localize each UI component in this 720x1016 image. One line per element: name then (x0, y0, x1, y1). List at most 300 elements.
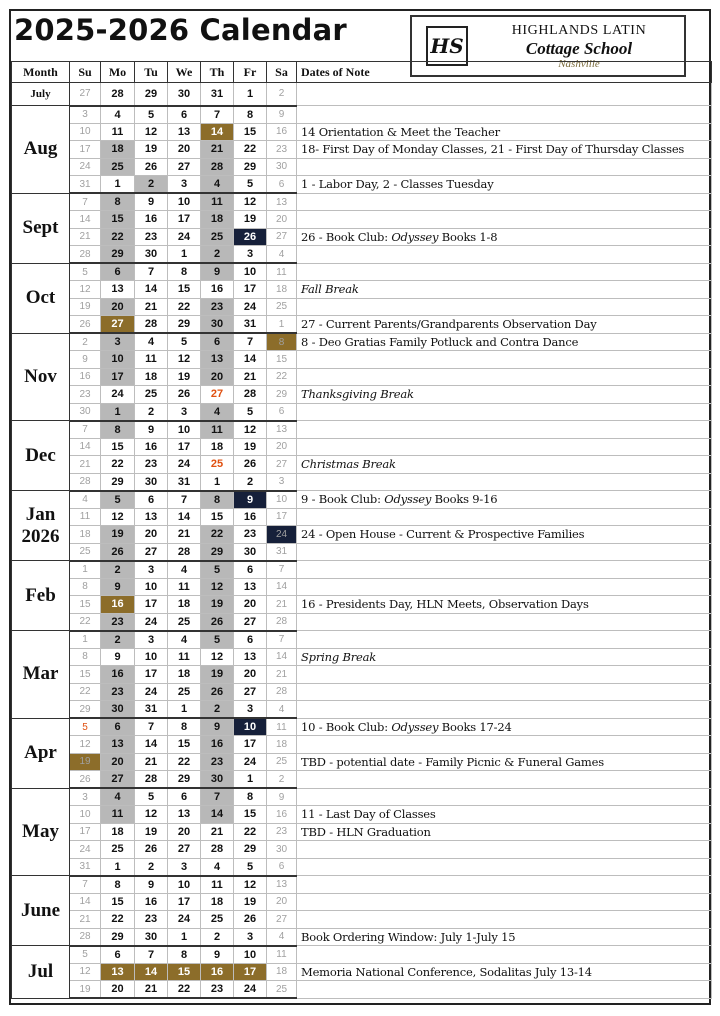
day-tu: 14 (135, 736, 168, 754)
day-th: 25 (201, 456, 234, 474)
header-su: Su (70, 62, 101, 83)
day-su: 5 (70, 263, 101, 281)
day-sa: 4 (267, 701, 297, 719)
day-th: 30 (201, 771, 234, 789)
day-tu: 10 (135, 578, 168, 596)
day-mo: 4 (101, 788, 135, 806)
day-sa: 29 (267, 386, 297, 404)
day-mo: 18 (101, 823, 135, 841)
day-mo: 20 (101, 298, 135, 316)
day-mo: 13 (101, 736, 135, 754)
day-sa: 20 (267, 211, 297, 229)
header-fr: Fr (234, 62, 267, 83)
day-tu: 3 (135, 561, 168, 579)
day-su: 9 (70, 351, 101, 369)
day-we: 7 (168, 491, 201, 509)
calendar-body (12, 83, 712, 999)
date-note: 18- First Day of Monday Classes, 21 - First Day of Thursday Classes (297, 141, 712, 159)
day-sa: 21 (267, 666, 297, 684)
day-we: 8 (168, 263, 201, 281)
day-tu: 16 (135, 438, 168, 456)
day-th: 28 (201, 841, 234, 859)
day-su: 1 (70, 631, 101, 649)
day-th: 2 (201, 701, 234, 719)
date-note (297, 403, 712, 421)
day-tu: 11 (135, 351, 168, 369)
day-su: 7 (70, 876, 101, 894)
day-th: 21 (201, 141, 234, 159)
day-sa: 6 (267, 403, 297, 421)
week-row (12, 981, 712, 999)
day-tu: 2 (135, 858, 168, 876)
day-fr: 15 (234, 806, 267, 824)
day-th: 5 (201, 631, 234, 649)
day-tu: 7 (135, 718, 168, 736)
day-th: 27 (201, 386, 234, 404)
day-we: 1 (168, 928, 201, 946)
day-th: 11 (201, 876, 234, 894)
week-row (12, 246, 712, 264)
date-note (297, 438, 712, 456)
day-we: 25 (168, 683, 201, 701)
day-mo: 15 (101, 438, 135, 456)
date-note: Fall Break (297, 281, 712, 299)
day-fr: 3 (234, 246, 267, 264)
date-note: 10 - Book Club: Odyssey Books 17-24 (297, 718, 712, 736)
day-sa: 27 (267, 911, 297, 929)
day-fr: 15 (234, 123, 267, 141)
day-sa: 6 (267, 858, 297, 876)
day-mo: 28 (101, 83, 135, 106)
day-sa: 16 (267, 806, 297, 824)
day-th: 14 (201, 123, 234, 141)
day-mo: 3 (101, 333, 135, 351)
day-tu: 30 (135, 473, 168, 491)
day-fr: 16 (234, 508, 267, 526)
week-row (12, 543, 712, 561)
date-note (297, 561, 712, 579)
header-we: We (168, 62, 201, 83)
day-su: 21 (70, 456, 101, 474)
day-mo: 2 (101, 561, 135, 579)
day-sa: 24 (267, 526, 297, 544)
day-sa: 2 (267, 83, 297, 106)
day-su: 12 (70, 736, 101, 754)
day-su: 31 (70, 176, 101, 194)
day-th: 14 (201, 806, 234, 824)
day-we: 22 (168, 753, 201, 771)
day-su: 1 (70, 561, 101, 579)
date-note (297, 543, 712, 561)
day-fr: 24 (234, 298, 267, 316)
day-we: 10 (168, 421, 201, 439)
day-mo: 29 (101, 473, 135, 491)
day-sa: 30 (267, 841, 297, 859)
day-sa: 17 (267, 508, 297, 526)
day-we: 17 (168, 438, 201, 456)
week-row (12, 83, 712, 106)
day-sa: 9 (267, 788, 297, 806)
day-we: 31 (168, 473, 201, 491)
day-tu: 21 (135, 298, 168, 316)
day-su: 7 (70, 421, 101, 439)
day-su: 14 (70, 211, 101, 229)
day-tu: 14 (135, 281, 168, 299)
day-fr: 7 (234, 333, 267, 351)
day-sa: 18 (267, 736, 297, 754)
day-tu: 3 (135, 631, 168, 649)
day-fr: 27 (234, 613, 267, 631)
day-su: 19 (70, 981, 101, 999)
day-sa: 15 (267, 351, 297, 369)
day-su: 17 (70, 141, 101, 159)
week-row (12, 508, 712, 526)
month-label: Dec (12, 421, 70, 491)
day-fr: 29 (234, 158, 267, 176)
day-th: 18 (201, 438, 234, 456)
week-row (12, 876, 712, 894)
week-row (12, 228, 712, 246)
day-fr: 12 (234, 421, 267, 439)
day-mo: 27 (101, 316, 135, 334)
week-row (12, 893, 712, 911)
day-fr: 10 (234, 946, 267, 964)
day-we: 15 (168, 963, 201, 981)
week-row (12, 666, 712, 684)
day-we: 8 (168, 718, 201, 736)
day-tu: 24 (135, 683, 168, 701)
day-th: 9 (201, 718, 234, 736)
month-label: Feb (12, 561, 70, 631)
day-su: 14 (70, 893, 101, 911)
date-note: Thanksgiving Break (297, 386, 712, 404)
day-th: 22 (201, 526, 234, 544)
month-label: Apr (12, 718, 70, 788)
day-sa: 16 (267, 123, 297, 141)
day-tu: 31 (135, 701, 168, 719)
day-su: 16 (70, 368, 101, 386)
day-th: 18 (201, 893, 234, 911)
day-mo: 9 (101, 648, 135, 666)
day-mo: 1 (101, 858, 135, 876)
day-th: 4 (201, 858, 234, 876)
day-mo: 2 (101, 631, 135, 649)
date-note: 11 - Last Day of Classes (297, 806, 712, 824)
header-month: Month (12, 62, 70, 83)
day-su: 30 (70, 403, 101, 421)
day-tu: 21 (135, 981, 168, 999)
day-fr: 1 (234, 83, 267, 106)
day-su: 12 (70, 963, 101, 981)
day-sa: 31 (267, 543, 297, 561)
day-we: 18 (168, 596, 201, 614)
day-su: 3 (70, 788, 101, 806)
day-fr: 17 (234, 281, 267, 299)
day-fr: 19 (234, 438, 267, 456)
week-row (12, 753, 712, 771)
day-mo: 6 (101, 946, 135, 964)
date-note: 27 - Current Parents/Grandparents Observation Day (297, 316, 712, 334)
week-row (12, 158, 712, 176)
day-we: 29 (168, 316, 201, 334)
day-sa: 21 (267, 596, 297, 614)
day-mo: 10 (101, 351, 135, 369)
day-mo: 18 (101, 141, 135, 159)
day-th: 23 (201, 981, 234, 999)
day-mo: 11 (101, 123, 135, 141)
day-sa: 8 (267, 333, 297, 351)
week-row (12, 333, 712, 351)
day-tu: 16 (135, 893, 168, 911)
day-fr: 1 (234, 771, 267, 789)
day-th: 19 (201, 666, 234, 684)
day-sa: 7 (267, 631, 297, 649)
date-note (297, 876, 712, 894)
day-fr: 8 (234, 788, 267, 806)
month-label: May (12, 788, 70, 876)
book-title: Odyssey (391, 229, 439, 244)
date-note: Christmas Break (297, 456, 712, 474)
date-note: 1 - Labor Day, 2 - Classes Tuesday (297, 176, 712, 194)
week-row (12, 946, 712, 964)
week-row (12, 491, 712, 509)
month-label: June (12, 876, 70, 946)
day-we: 25 (168, 613, 201, 631)
day-mo: 20 (101, 753, 135, 771)
day-we: 15 (168, 736, 201, 754)
day-th: 11 (201, 193, 234, 211)
day-th: 12 (201, 648, 234, 666)
date-note: Memoria National Conference, Sodalitas July 13-14 (297, 963, 712, 981)
day-th: 16 (201, 281, 234, 299)
day-tu: 23 (135, 911, 168, 929)
day-mo: 23 (101, 613, 135, 631)
day-we: 28 (168, 543, 201, 561)
day-we: 18 (168, 666, 201, 684)
day-we: 4 (168, 631, 201, 649)
day-we: 24 (168, 228, 201, 246)
day-th: 16 (201, 963, 234, 981)
day-su: 21 (70, 911, 101, 929)
day-fr: 5 (234, 176, 267, 194)
day-tu: 19 (135, 141, 168, 159)
day-we: 5 (168, 333, 201, 351)
day-th: 7 (201, 106, 234, 124)
week-row (12, 211, 712, 229)
day-fr: 6 (234, 631, 267, 649)
day-tu: 19 (135, 823, 168, 841)
day-mo: 25 (101, 841, 135, 859)
day-tu: 16 (135, 211, 168, 229)
day-su: 5 (70, 946, 101, 964)
day-sa: 14 (267, 648, 297, 666)
day-mo: 22 (101, 228, 135, 246)
day-tu: 6 (135, 491, 168, 509)
day-fr: 14 (234, 351, 267, 369)
week-row (12, 736, 712, 754)
day-su: 7 (70, 193, 101, 211)
day-tu: 7 (135, 946, 168, 964)
day-th: 21 (201, 823, 234, 841)
day-th: 4 (201, 403, 234, 421)
day-tu: 27 (135, 543, 168, 561)
day-su: 18 (70, 526, 101, 544)
day-su: 22 (70, 683, 101, 701)
day-fr: 22 (234, 141, 267, 159)
date-note (297, 666, 712, 684)
day-th: 7 (201, 788, 234, 806)
day-tu: 10 (135, 648, 168, 666)
day-sa: 7 (267, 561, 297, 579)
day-tu: 7 (135, 263, 168, 281)
day-mo: 8 (101, 193, 135, 211)
day-fr: 23 (234, 526, 267, 544)
day-sa: 11 (267, 263, 297, 281)
week-row (12, 368, 712, 386)
day-fr: 24 (234, 981, 267, 999)
day-th: 15 (201, 508, 234, 526)
day-fr: 12 (234, 193, 267, 211)
day-mo: 27 (101, 771, 135, 789)
day-sa: 25 (267, 753, 297, 771)
day-we: 19 (168, 368, 201, 386)
day-we: 3 (168, 176, 201, 194)
day-mo: 19 (101, 526, 135, 544)
day-th: 12 (201, 578, 234, 596)
day-sa: 11 (267, 946, 297, 964)
day-we: 10 (168, 193, 201, 211)
date-note: Spring Break (297, 648, 712, 666)
day-we: 3 (168, 858, 201, 876)
header-tu: Tu (135, 62, 168, 83)
date-note (297, 893, 712, 911)
day-mo: 16 (101, 666, 135, 684)
day-mo: 20 (101, 981, 135, 999)
day-su: 28 (70, 246, 101, 264)
day-th: 16 (201, 736, 234, 754)
day-we: 1 (168, 246, 201, 264)
day-sa: 13 (267, 193, 297, 211)
day-we: 11 (168, 578, 201, 596)
week-row (12, 456, 712, 474)
day-tu: 4 (135, 333, 168, 351)
day-su: 11 (70, 508, 101, 526)
day-fr: 10 (234, 263, 267, 281)
day-tu: 29 (135, 83, 168, 106)
day-tu: 13 (135, 508, 168, 526)
day-su: 26 (70, 316, 101, 334)
day-we: 20 (168, 823, 201, 841)
day-su: 4 (70, 491, 101, 509)
day-sa: 13 (267, 876, 297, 894)
date-note (297, 683, 712, 701)
day-sa: 23 (267, 823, 297, 841)
date-note: 16 - Presidents Day, HLN Meets, Observation Days (297, 596, 712, 614)
day-mo: 17 (101, 368, 135, 386)
day-we: 29 (168, 771, 201, 789)
day-tu: 21 (135, 753, 168, 771)
date-note (297, 368, 712, 386)
day-fr: 30 (234, 543, 267, 561)
week-row (12, 858, 712, 876)
day-sa: 22 (267, 368, 297, 386)
week-row (12, 928, 712, 946)
header-notes: Dates of Note (297, 62, 712, 83)
day-sa: 18 (267, 281, 297, 299)
week-row (12, 963, 712, 981)
week-row (12, 596, 712, 614)
week-row (12, 526, 712, 544)
day-fr: 5 (234, 403, 267, 421)
day-su: 17 (70, 823, 101, 841)
day-we: 24 (168, 911, 201, 929)
calendar-table (11, 61, 712, 999)
day-we: 27 (168, 158, 201, 176)
day-fr: 26 (234, 456, 267, 474)
day-sa: 27 (267, 228, 297, 246)
logo-line3: Nashville (558, 57, 600, 70)
day-tu: 5 (135, 788, 168, 806)
day-sa: 10 (267, 491, 297, 509)
date-note (297, 158, 712, 176)
date-note (297, 421, 712, 439)
week-row (12, 701, 712, 719)
day-tu: 14 (135, 963, 168, 981)
day-sa: 4 (267, 246, 297, 264)
month-label: Nov (12, 333, 70, 421)
day-su: 10 (70, 806, 101, 824)
day-tu: 9 (135, 876, 168, 894)
day-th: 2 (201, 246, 234, 264)
month-label: Oct (12, 263, 70, 333)
day-mo: 8 (101, 421, 135, 439)
week-row (12, 438, 712, 456)
day-su: 8 (70, 578, 101, 596)
day-fr: 10 (234, 718, 267, 736)
day-we: 30 (168, 83, 201, 106)
date-note (297, 613, 712, 631)
day-th: 23 (201, 753, 234, 771)
day-mo: 8 (101, 876, 135, 894)
day-mo: 29 (101, 246, 135, 264)
day-tu: 26 (135, 841, 168, 859)
day-we: 6 (168, 788, 201, 806)
logo-line2: Cottage School (525, 38, 633, 58)
day-th: 18 (201, 211, 234, 229)
date-note: 14 Orientation & Meet the Teacher (297, 123, 712, 141)
logo-line1: HIGHLANDS LATIN (511, 22, 647, 38)
day-we: 6 (168, 106, 201, 124)
day-fr: 17 (234, 963, 267, 981)
day-su: 19 (70, 753, 101, 771)
day-fr: 19 (234, 893, 267, 911)
day-fr: 5 (234, 858, 267, 876)
day-th: 25 (201, 228, 234, 246)
day-we: 3 (168, 403, 201, 421)
day-we: 22 (168, 298, 201, 316)
day-su: 2 (70, 333, 101, 351)
week-row (12, 403, 712, 421)
day-fr: 8 (234, 106, 267, 124)
header-row (12, 62, 712, 83)
day-tu: 26 (135, 158, 168, 176)
day-th: 2 (201, 928, 234, 946)
day-fr: 3 (234, 701, 267, 719)
week-row (12, 718, 712, 736)
month-label: July (12, 83, 70, 106)
day-mo: 13 (101, 281, 135, 299)
page-title: 2025-2026 Calendar (14, 13, 347, 47)
